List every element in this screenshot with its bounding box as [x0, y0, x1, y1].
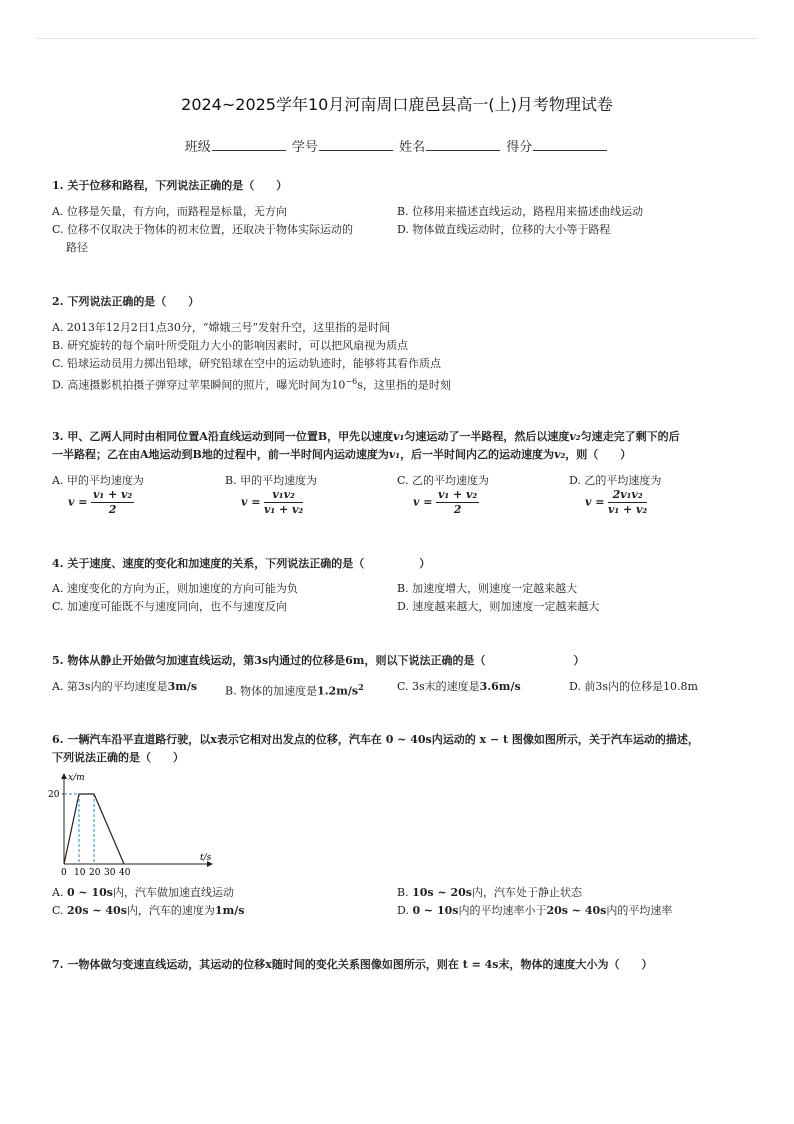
q6-option-c[interactable] [52, 902, 244, 920]
q3-c-fraction [436, 488, 479, 517]
q3-a-label: A. 甲的平均速度为 [52, 474, 144, 487]
q5-b-text: B. 物体的加速度是 [225, 684, 318, 698]
q4-option-b[interactable]: B. 加速度增大，则速度一定越来越大 [397, 582, 578, 595]
q3-option-c[interactable] [397, 472, 489, 519]
q6-b-text: 内，汽车处于静止状态 [471, 886, 582, 899]
x-axis-label: t/s [200, 853, 212, 863]
q3-d-label: D. 乙的平均速度为 [569, 474, 662, 487]
id-label: 学号 [291, 140, 318, 155]
q3-option-a[interactable] [52, 472, 144, 519]
q6-a-text: 内，汽车做加速直线运动 [112, 886, 234, 899]
x-tick-label: 10 [74, 868, 86, 878]
q5-option-b[interactable] [225, 678, 364, 701]
score-blank[interactable] [533, 138, 607, 151]
q6-a-label: A. [52, 886, 64, 899]
class-blank[interactable] [212, 138, 286, 151]
score-label: 得分 [506, 140, 533, 155]
q3-v1: v₁ [388, 448, 401, 461]
q3-b-fraction [264, 488, 303, 517]
q3-a-fraction [91, 488, 134, 517]
q6-d-label: D. [397, 904, 409, 917]
q4-option-c[interactable]: C. 加速度可能既不与速度同向，也不与速度反向 [52, 600, 288, 613]
q7-stem: 7. 一物体做匀变速直线运动，其运动的位移x随时间的变化关系图像如图所示，则在 t = 4s末，物体的速度大小为（ ） [52, 958, 653, 971]
q3-c-label: C. 乙的平均速度为 [397, 474, 490, 487]
q3-stem-part: 匀速运动了一半路程，然后以速度 [404, 430, 570, 443]
q6-d-text-end: 内的平均速率 [606, 904, 673, 917]
q5-b-exponent: 2 [358, 682, 364, 692]
q1-stem: 1. 关于位移和路程，下列说法正确的是（ ） [52, 179, 288, 192]
name-blank[interactable] [426, 138, 500, 151]
q3-b-formula [241, 488, 333, 517]
q1-option-a[interactable]: A. 位移是矢量，有方向，而路程是标量，无方向 [52, 205, 287, 218]
q3-a-formula [68, 488, 160, 517]
q5-c-text: C. 3s末的速度是 [397, 680, 480, 693]
q3-stem-part: ，则（ ） [565, 448, 632, 461]
q4-option-a[interactable]: A. 速度变化的方向为正，则加速度的方向可能为负 [52, 582, 298, 595]
y-axis-label: x/m [68, 773, 85, 783]
q3-option-d[interactable] [569, 472, 661, 519]
q6-c-speed: 1m/s [214, 904, 245, 917]
q3-b-lhs: v = [241, 495, 261, 509]
q3-stem-part: 匀速走完了剩下的后 [580, 430, 680, 443]
name-label: 姓名 [399, 140, 426, 155]
q3-stem-part: 3. 甲、乙两人同时由相同位置A沿直线运动到同一位置B，甲先以速度 [52, 430, 394, 443]
page-top-rule [36, 38, 758, 39]
q3-option-b[interactable] [225, 472, 317, 519]
q3-b-den: v₁ + v₂ [263, 503, 304, 516]
q6-d-range2: 20s ~ 40s [546, 904, 607, 917]
q2-d-text: D. 高速摄影机拍摄子弹穿过苹果瞬间的照片，曝光时间为10 [52, 378, 346, 392]
q3-a-den: 2 [108, 503, 117, 516]
q3-v2: v₂ [569, 430, 581, 443]
q2-option-a[interactable]: A. 2013年12月2日1点30分，“嫦娥三号”发射升空，这里指的是时间 [52, 321, 391, 334]
q3-v1: v₁ [393, 430, 405, 443]
q5-option-a[interactable] [52, 678, 197, 696]
q5-option-c[interactable] [397, 678, 521, 696]
q3-b-label: B. 甲的平均速度为 [225, 474, 318, 487]
q2-option-d[interactable] [52, 373, 451, 395]
q6-c-text: 内，汽车的速度为 [126, 904, 215, 917]
q3-c-num: v₁ + v₂ [437, 488, 478, 501]
q6-stem [52, 731, 752, 767]
x-tick-label: 0 [61, 868, 67, 878]
q5-option-d[interactable]: D. 前3s内的位移是10.8m [569, 680, 698, 693]
q3-stem-part: ，后一半时间内乙的运动速度为 [400, 448, 555, 461]
q3-d-lhs: v = [585, 495, 605, 509]
q5-a-text: A. 第3s内的平均速度是 [52, 680, 168, 693]
class-label: 班级 [184, 140, 211, 155]
q3-stem [52, 428, 742, 464]
q1-option-b[interactable]: B. 位移用来描述直线运动，路程用来描述曲线运动 [397, 205, 644, 218]
q2-stem: 2. 下列说法正确的是（ ） [52, 295, 200, 308]
q6-d-range: 0 ~ 10s [412, 904, 459, 917]
q3-stem-part: 一半路程；乙在由A地运动到B地的过程中，前一半时间内运动速度为 [52, 448, 389, 461]
q3-a-lhs: v = [68, 495, 88, 509]
q3-d-formula [585, 488, 677, 517]
q2-d-text-end: s，这里指的是时刻 [357, 378, 451, 392]
q6-option-d[interactable] [397, 902, 672, 920]
q3-v2: v₂ [554, 448, 566, 461]
q3-d-den: v₁ + v₂ [607, 503, 648, 516]
q1-option-d[interactable]: D. 物体做直线运动时，位移的大小等于路程 [397, 223, 611, 236]
q2-option-b[interactable]: B. 研究旋转的每个扇叶所受阻力大小的影响因素时，可以把风扇视为质点 [52, 339, 409, 352]
q3-b-num: v₁v₂ [264, 488, 303, 503]
q6-option-b[interactable] [397, 884, 582, 902]
y-tick-label: 20 [48, 790, 60, 800]
q6-stem-line1: 6. 一辆汽车沿平直道路行驶，以x表示它相对出发点的位移，汽车在 0 ~ 40s内运动的 x − t 图像如图所示，关于汽车运动的描述， [52, 733, 699, 746]
xt-graph [46, 770, 216, 880]
x-tick-label: 30 [104, 868, 116, 878]
q6-stem-line2: 下列说法正确的是（ ） [52, 751, 184, 764]
q6-c-range: 20s ~ 40s [67, 904, 127, 917]
x-tick-label: 40 [119, 868, 131, 878]
q4-option-d[interactable]: D. 速度越来越大，则加速度一定越来越大 [397, 600, 600, 613]
q6-b-range: 10s ~ 20s [412, 886, 472, 899]
q3-a-num: v₁ + v₂ [92, 488, 133, 501]
q1-option-c[interactable]: C. 位移不仅取决于物体的初末位置，还取决于物体实际运动的 [52, 223, 354, 236]
q3-d-num: 2v₁v₂ [608, 488, 647, 503]
page-title: 2024~2025学年10月河南周口鹿邑县高一(上)月考物理试卷 [181, 95, 613, 114]
q3-d-fraction [608, 488, 647, 517]
q1-option-c-cont: 路径 [66, 241, 88, 254]
student-info-line [0, 136, 794, 155]
q6-a-range: 0 ~ 10s [66, 886, 113, 899]
q6-b-label: B. [397, 886, 409, 899]
q6-d-text: 内的平均速率小于 [458, 904, 547, 917]
q6-c-label: C. [52, 904, 64, 917]
id-blank[interactable] [319, 138, 393, 151]
q3-c-formula [413, 488, 505, 517]
q5-c-value: 3.6m/s [479, 680, 521, 693]
q4-stem: 4. 关于速度、速度的变化和加速度的关系，下列说法正确的是（ ） [52, 557, 431, 570]
q2-d-exponent: −6 [345, 377, 358, 386]
q5-b-value: 1.2m/s [317, 684, 359, 698]
q6-option-a[interactable] [52, 884, 234, 902]
q5-a-value: 3m/s [167, 680, 198, 693]
q3-c-den: 2 [453, 503, 462, 516]
x-tick-label: 20 [89, 868, 101, 878]
q5-stem: 5. 物体从静止开始做匀加速直线运动，第3s内通过的位移是6m，则以下说法正确的是（ ） [52, 654, 585, 667]
q2-option-c[interactable]: C. 铅球运动员用力掷出铅球，研究铅球在空中的运动轨迹时，能够将其看作质点 [52, 357, 442, 370]
q3-c-lhs: v = [413, 495, 433, 509]
